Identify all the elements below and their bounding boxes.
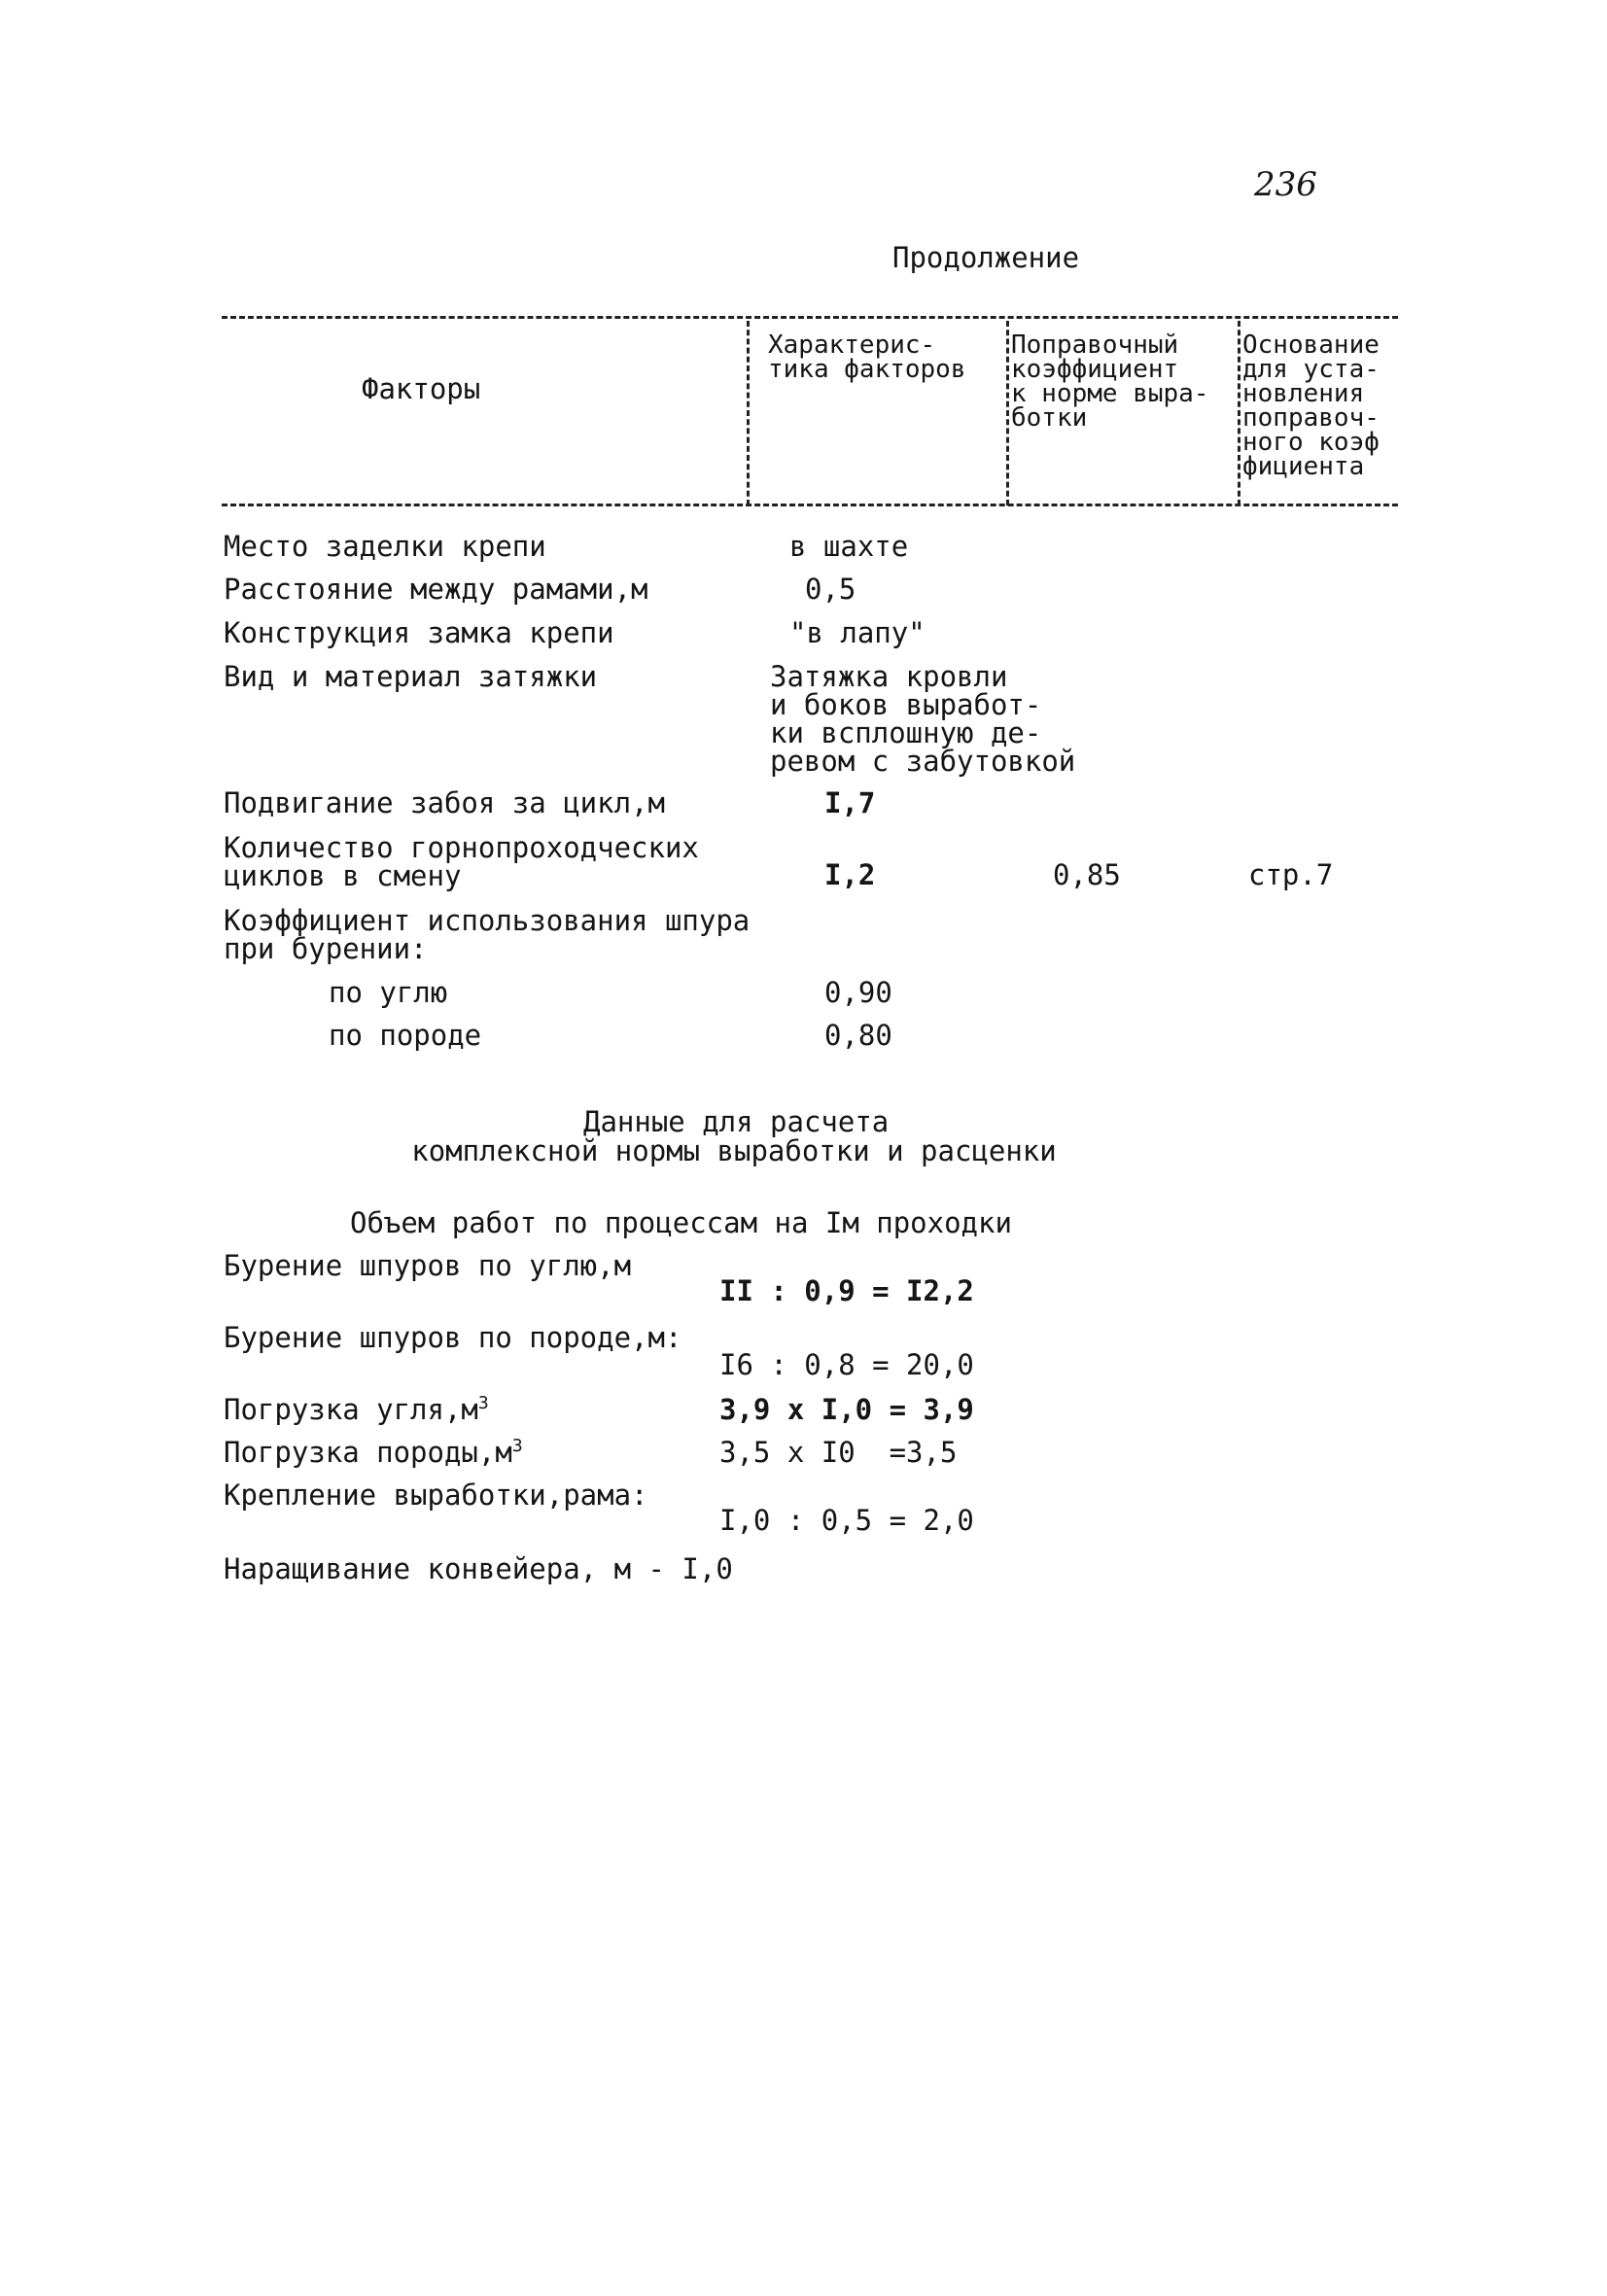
section-title-line-1: Данные для расчета — [583, 1105, 890, 1138]
header-characteristic: Характерис- тика факторов — [768, 330, 966, 384]
row-value: I,7 — [824, 786, 876, 819]
row-value: 0,90 — [824, 976, 892, 1009]
row-value: "в лапу" — [789, 616, 926, 649]
row-factor: Конструкция замка крепи — [224, 616, 614, 649]
row-value: I,2 — [824, 858, 876, 891]
header-factors: Факторы — [362, 372, 481, 405]
row-factor-sub: по углю — [329, 976, 448, 1009]
volume-label: Бурение шпуров по породе,м: — [224, 1321, 682, 1354]
volume-formula: I,0 : 0,5 = 2,0 — [719, 1504, 974, 1537]
column-divider-1 — [747, 321, 750, 505]
header-coefficient: Поправочный коэффициент к норме выра- ботки — [1011, 330, 1209, 433]
volume-label: Наращивание конвейера, м - I,0 — [224, 1552, 733, 1585]
volume-label: Бурение шпуров по углю,м — [224, 1249, 632, 1282]
row-value-multiline: Затяжка кровли и боков выработ- ки всплошную де- ревом с забутовкой — [770, 660, 1076, 778]
table-header-bottom-rule — [222, 504, 1398, 506]
row-factor: Расстояние между рамами,м — [224, 573, 648, 606]
volume-label: Погрузка $угля,м^3$ — [224, 1393, 489, 1426]
row-factor-sub: по породе — [329, 1019, 482, 1052]
row-factor-multiline: Коэффициент использования шпура при бурении: — [224, 904, 751, 965]
row-value: 0,80 — [824, 1019, 892, 1052]
row-basis: стр.7 — [1248, 858, 1334, 891]
page-number: 236 — [1254, 165, 1317, 204]
row-value: в шахте — [789, 530, 909, 563]
row-factor-multiline: Количество горнопроходческих циклов в смену — [224, 831, 699, 892]
header-basis: Основание для уста- новления поправоч- ного коэф фициента — [1242, 330, 1380, 481]
volume-formula: 3,5 x I0 =3,5 — [719, 1436, 958, 1469]
continuation-label: Продолжение — [892, 241, 1080, 274]
section-title-line-2: комплексной нормы выработки и расценки — [411, 1134, 1057, 1167]
row-factor: Вид и материал затяжки — [224, 660, 598, 693]
volume-formula: II : 0,9 = I2,2 — [719, 1274, 974, 1307]
row-value: 0,5 — [805, 573, 856, 606]
volume-label: Погрузка $породы,м^3$ — [224, 1436, 523, 1469]
volume-formula: 3,9 x I,0 = 3,9 — [719, 1393, 974, 1426]
volume-title: Объем работ по процессам на Iм проходки — [350, 1206, 1012, 1239]
table-top-rule — [222, 316, 1398, 319]
row-coefficient: 0,85 — [1053, 858, 1121, 891]
row-factor: Место заделки крепи — [224, 530, 546, 563]
volume-label: Крепление выработки,рама: — [224, 1478, 648, 1512]
volume-formula: I6 : 0,8 = 20,0 — [719, 1348, 974, 1381]
row-factor: Подвигание забоя за цикл,м — [224, 786, 665, 819]
